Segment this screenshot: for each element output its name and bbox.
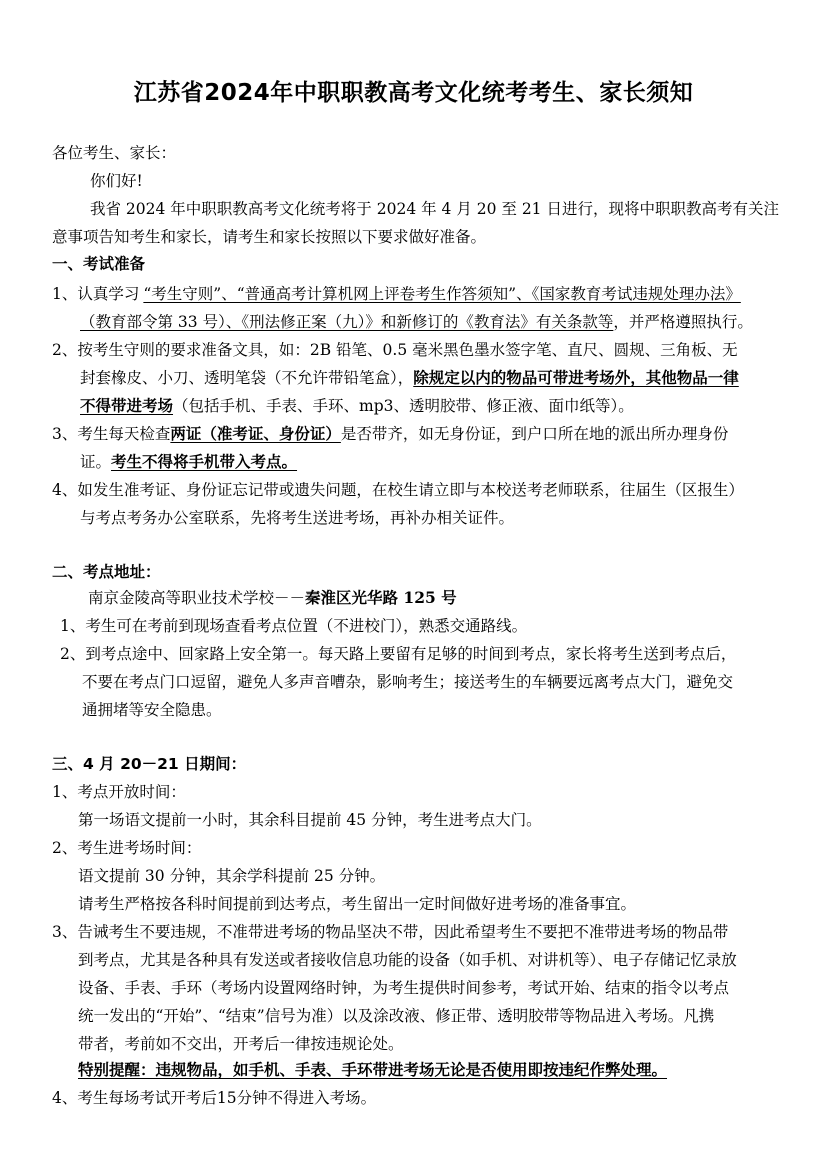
section-3-item-3-line-5: 带者，考前如不交出，开考后一律按违规论处。	[78, 1035, 404, 1053]
section-2-item-2-line-2: 不要在考点门口逗留，避免人多声音嘈杂，影响考生；接送考生的车辆要远离考点大门，避免交	[82, 673, 734, 691]
section-3-item-3-line-4: 统一发出的“开始”、“结束”信号为准）以及涂改液、修正带、透明胶带等物品进入考场。凡携	[78, 1007, 715, 1025]
underlined-text: （教育部令第 33 号）、《刑法修正案（九）》和新修订的《教育法》有关条款等	[80, 313, 614, 331]
section-1-item-4-line-2: 与考点考务办公室联系，先将考生送进考场，再补办相关证件。	[80, 509, 515, 527]
section-3-item-2-label: 2、考生进考场时间：	[52, 839, 202, 857]
section-3-item-4: 4、考生每场考试开考后15分钟不得进入考场。	[52, 1089, 377, 1107]
section-1-item-1-line-2	[80, 312, 753, 332]
underlined-text: “考生守则”、“普通高考计算机网上评卷考生作答须知”、《国家教育考试违规处理办法》	[143, 285, 741, 303]
emphasis-text: 除规定以内的物品可带进考场外，其他物品一律	[413, 368, 739, 387]
item-text: ，并严格遵照执行。	[613, 313, 753, 331]
section-3-item-3-line-1: 3、告诫考生不要违规，不准带进考场的物品坚决不带，因此希望考生不要把不准带进考场的物品带	[52, 923, 729, 941]
item-text: 证。	[80, 453, 112, 471]
section-3-item-3-line-3: 设备、手表、手环（考场内设置网络时钟，为考生提供时间参考，考试开始、结束的指令以考点	[78, 979, 730, 997]
section-3-item-1-text: 第一场语文提前一小时，其余科目提前 45 分钟，考生进考点大门。	[78, 811, 542, 829]
section-1-heading: 一、考试准备	[52, 255, 146, 273]
section-2-item-1: 1、考生可在考前到现场查看考点位置（不进校门），熟悉交通路线。	[60, 617, 528, 635]
section-3-item-2-text-1: 语文提前 30 分钟，其余学科提前 25 分钟。	[78, 867, 386, 885]
section-3-item-2-text-2: 请考生严格按各科时间提前到达考点，考生留出一定时间做好进考场的准备事宜。	[78, 895, 637, 913]
section-1-item-1-line-1	[52, 284, 741, 304]
item-text: 是否带齐，如无身份证，到户口所在地的派出所办理身份	[340, 425, 729, 443]
item-text: 1、认真学习	[52, 285, 140, 303]
section-2-heading: 二、考点地址：	[52, 563, 161, 581]
school-name: 南京金陵高等职业技术学校－－	[88, 589, 306, 607]
item-text: 封套橡皮、小刀、透明笔袋（不允许带铅笔盒），	[80, 369, 414, 387]
emphasis-text: 两证（准考证、身份证）	[170, 424, 341, 443]
section-1-item-2-line-1: 2、按考生守则的要求准备文具，如：2B 铅笔、0.5 毫米黑色墨水签字笔、直尺、圆规、三角板、无	[52, 341, 738, 359]
page-title: 江苏省2024年中职职教高考文化统考考生、家长须知	[133, 80, 694, 106]
intro-line-1: 我省 2024 年中职职教高考文化统考将于 2024 年 4 月 20 至 21 日进行，现将中职职教高考有关注	[90, 200, 779, 218]
item-text: 3、考生每天检查	[52, 425, 171, 443]
salutation: 各位考生、家长：	[52, 144, 177, 162]
section-3-item-1-label: 1、考点开放时间：	[52, 783, 186, 801]
section-3-heading: 三、4 月 20－21 日期间：	[52, 755, 247, 773]
section-1-item-3-line-1	[52, 424, 728, 444]
emphasis-text: 考生不得将手机带入考点。	[111, 452, 298, 471]
street-address: 秦淮区光华路 125 号	[305, 588, 457, 607]
section-1-item-4-line-1: 4、如发生准考证、身份证忘记带或遗失问题，在校生请立即与本校送考老师联系，往届生（区报生）	[52, 481, 744, 499]
section-2-item-2-line-1: 2、到考点途中、回家路上安全第一。每天路上要留有足够的时间到考点，家长将考生送到考点后，	[60, 645, 737, 663]
section-3-item-3-line-2: 到考点，尤其是各种具有发送或者接收信息功能的设备（如手机、对讲机等）、电子存储记忆录放	[78, 951, 737, 969]
greeting: 你们好!	[90, 172, 143, 190]
section-2-item-2-line-3: 通拥堵等安全隐患。	[82, 701, 222, 719]
section-1-item-2-line-3	[80, 396, 634, 416]
address	[88, 588, 457, 608]
item-text: （包括手机、手表、手环、mp3、透明胶带、修正液、面巾纸等）。	[173, 397, 634, 415]
section-1-item-3-line-2	[80, 452, 297, 472]
special-reminder: 特别提醒：违规物品，如手机、手表、手环带进考场无论是否使用即按违纪作弊处理。	[78, 1060, 668, 1079]
section-1-item-2-line-2	[80, 368, 739, 388]
emphasis-text: 不得带进考场	[80, 396, 174, 415]
intro-line-2: 意事项告知考生和家长，请考生和家长按照以下要求做好准备。	[52, 228, 487, 246]
